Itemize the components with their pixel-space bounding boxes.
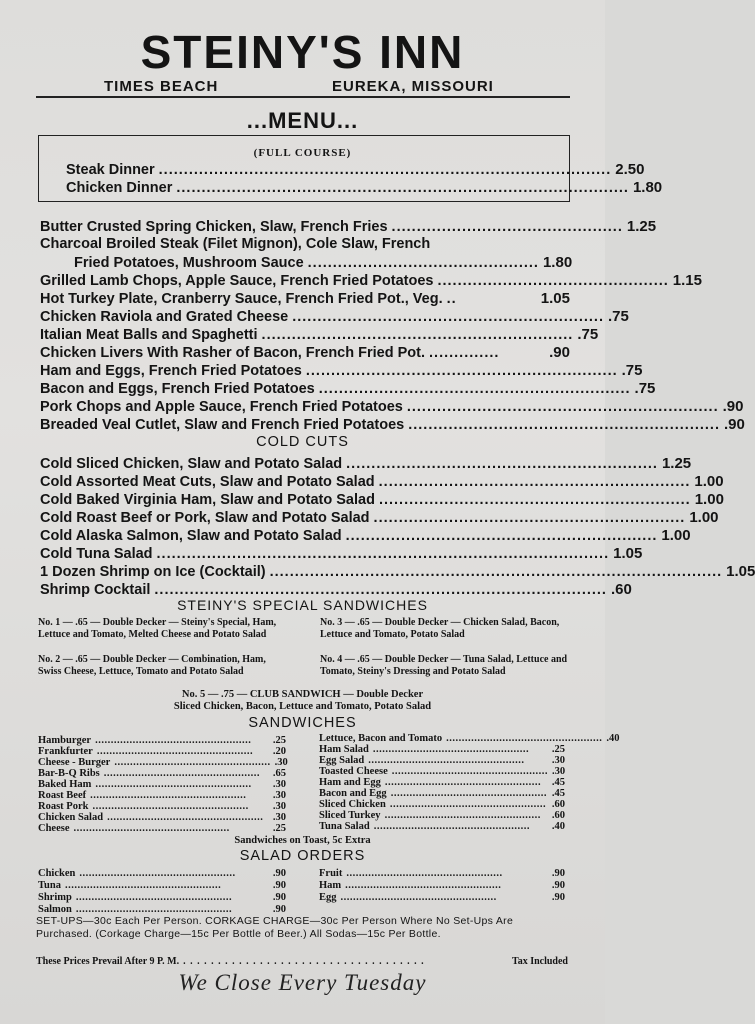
item-name: Italian Meat Balls and Spaghetti (40, 327, 258, 343)
leader-dots: .................................................. (64, 880, 222, 891)
leader-dots: .................................................. (346, 868, 503, 879)
item-name: Sliced Turkey (319, 810, 381, 821)
leader-dots: .............................................................. (406, 399, 719, 415)
special-sandwich-3: No. 3 — .65 — Double Decker — Chicken Salad, Bacon, Lettuce and Tomato, Potato Salad (320, 617, 560, 640)
item-price: .30 (552, 766, 566, 777)
item-name: Bar-B-Q Ribs (38, 768, 100, 779)
menu-item (40, 290, 570, 308)
club-line-2: Sliced Chicken, Bacon, Lettuce and Tomato, Potato Salad (173, 701, 432, 712)
leader-dots: .................................................. (95, 779, 252, 790)
item-name: Steak Dinner (66, 162, 155, 178)
item-name: Ham and Egg (319, 777, 381, 788)
item-price: .90 (551, 880, 565, 891)
menu-item (40, 344, 570, 362)
item-price: 1.25 (626, 218, 657, 235)
special-sandwich-1: No. 1 — .65 — Double Decker — Steiny's Special, Ham, Lettuce and Tomato, Melted Cheese and Potato Salad (38, 617, 277, 640)
salad-item (38, 892, 286, 904)
item-name: Chicken Raviola and Grated Cheese (40, 309, 289, 325)
item-name: Egg (319, 892, 337, 903)
item-price: .90 (549, 344, 570, 361)
leader-dots: .................................................. (384, 810, 541, 821)
menu-item (40, 473, 724, 491)
menu-item (40, 563, 755, 581)
club-sandwich (0, 689, 605, 713)
leader-dots: .......................................................................................... (269, 564, 723, 580)
item-price: .25 (272, 823, 286, 834)
salad-item (319, 868, 565, 880)
leader-dots: .................................................. (114, 757, 271, 768)
leader-dots: .......................................................................................... (158, 162, 612, 178)
menu-item (40, 416, 745, 434)
item-price: 1.15 (672, 272, 702, 289)
item-name: Shrimp (38, 892, 72, 903)
leader-dots: .................................................. (345, 880, 502, 891)
menu-item (40, 272, 702, 290)
item-name: Pork Chops and Apple Sauce, French Fried Potatoes (40, 399, 403, 415)
item-price: 1.00 (694, 473, 724, 490)
item-price: .75 (577, 326, 599, 343)
leader-dots: .................................................. (92, 801, 249, 812)
special-sandwich-4: No. 4 — .65 — Double Decker — Tuna Salad, Lettuce and Tomato, Steiny's Dressing and Potato Salad (320, 654, 568, 677)
item-name: Sliced Chicken (319, 799, 386, 810)
item-price: 2.50 (615, 161, 645, 178)
prices-note: These Prices Prevail After 9 P. M. (36, 956, 180, 967)
item-price: 1.05 (540, 290, 570, 307)
item-name: Charcoal Broiled Steak (Filet Mignon), Cole Slaw, French (40, 236, 431, 252)
leader-dots: .................................................. (384, 777, 542, 788)
sandwiches-heading: SANDWICHES (248, 715, 357, 731)
item-price: .60 (610, 581, 632, 598)
item-price: .25 (272, 735, 286, 746)
item-name: Cold Alaska Salmon, Slaw and Potato Salad (40, 528, 342, 544)
leader-dots: .................................................. (390, 788, 547, 799)
item-name: Cheese - Burger (38, 757, 111, 768)
leader-dots: .............. (429, 345, 500, 361)
item-price: .75 (621, 362, 643, 379)
item-name: Ham and Eggs, French Fried Potatoes (40, 363, 302, 379)
item-name: Roast Beef (38, 790, 87, 801)
item-name: Hamburger (38, 735, 92, 746)
menu-item (40, 545, 643, 563)
full-course-item (66, 161, 645, 179)
leader-dots: .............................................................. (318, 381, 631, 397)
item-name: Cold Tuna Salad (40, 546, 153, 562)
toast-note: Sandwiches on Toast, 5c Extra (234, 835, 371, 846)
item-name: Egg Salad (319, 755, 365, 766)
item-price: .60 (551, 810, 565, 821)
menu-item (40, 455, 692, 473)
item-price: .30 (272, 779, 286, 790)
menu-item (40, 362, 643, 380)
item-price: 1.05 (726, 563, 755, 580)
sandwich-item (38, 823, 286, 835)
item-price: .90 (724, 416, 745, 433)
club-line-1: No. 5 — .75 — CLUB SANDWICH — Double Decker (181, 689, 424, 700)
item-price: .30 (272, 801, 286, 812)
menu-item (40, 398, 744, 416)
item-price: .90 (722, 398, 744, 415)
item-price: 1.80 (632, 179, 663, 196)
leader-dots: .......................................................................................... (156, 546, 610, 562)
item-price: .30 (272, 790, 286, 801)
leader-dots: .................................................. (389, 799, 547, 810)
location-right: EUREKA, MISSOURI (332, 78, 494, 95)
item-price: .90 (272, 868, 286, 879)
leader-dots: .................................................. (75, 904, 233, 915)
leader-dots: .................................................. (391, 766, 548, 777)
full-course-label: (FULL COURSE) (253, 147, 352, 159)
leader-dots: .............................................................. (305, 363, 618, 379)
item-price: .90 (272, 904, 286, 915)
item-name: Grilled Lamb Chops, Apple Sauce, French Fried Potatoes (40, 273, 434, 289)
item-price: .45 (551, 777, 565, 788)
item-name: Cold Sliced Chicken, Slaw and Potato Salad (40, 456, 343, 472)
item-price: .90 (272, 880, 286, 891)
leader-dots: .................................................. (96, 746, 254, 757)
menu-item (40, 236, 570, 253)
leader-dots: .......................................................................................... (176, 180, 629, 196)
menu-heading: ...MENU... (246, 108, 359, 133)
leader-dots: .................................................. (75, 892, 233, 903)
leader-dots: .................................................. (373, 821, 530, 832)
menu-item (40, 509, 719, 527)
item-price: .30 (274, 757, 288, 768)
item-name: Salmon (38, 904, 72, 915)
prices-note-row (36, 956, 568, 967)
closing-tagline: We Close Every Tuesday (178, 970, 427, 995)
leader-dots: .............................................................. (292, 309, 604, 325)
item-price: .75 (607, 308, 629, 325)
salad-item (38, 880, 286, 892)
item-name: Tuna Salad (319, 821, 370, 832)
item-name: Frankfurter (38, 746, 93, 757)
item-price: .90 (551, 892, 565, 903)
item-name: Ham (319, 880, 342, 891)
item-price: .60 (551, 799, 565, 810)
leader-dots: .............................................. (391, 219, 623, 235)
special-sandwich-2: No. 2 — .65 — Double Decker — Combination, Ham, Swiss Cheese, Lettuce, Tomato and Potato Salad (38, 654, 266, 677)
item-name: Bacon and Egg (319, 788, 387, 799)
item-name: Bacon and Eggs, French Fried Potatoes (40, 381, 315, 397)
item-name: Toasted Cheese (319, 766, 388, 777)
specials-heading: STEINY'S SPECIAL SANDWICHES (177, 597, 428, 613)
leader-dots: .................................................. (95, 735, 252, 746)
menu-item (74, 254, 573, 272)
leader-dots: .............................................................. (346, 456, 658, 472)
leader-dots: .............................................................. (261, 327, 574, 343)
leader-dots: .................................................. (107, 812, 264, 823)
setups-note: SET-UPS—30c Each Per Person. CORKAGE CHARGE—30c Per Person Where No Set-Ups Are Purchased. (Corkage Charge—15c Per Bottle of Beer.) All Sodas—15c Per Bottle. (36, 915, 514, 940)
leader-dots: .................................................. (103, 768, 260, 779)
item-price: .20 (272, 746, 286, 757)
menu-item (40, 527, 691, 545)
item-name: 1 Dozen Shrimp on Ice (Cocktail) (40, 564, 266, 580)
leader-dots: .......................................................................................... (154, 582, 607, 598)
menu-item (40, 218, 657, 236)
header-rule (36, 96, 570, 98)
item-name: Ham Salad (319, 744, 369, 755)
item-name: Cold Assorted Meat Cuts, Slaw and Potato Salad (40, 474, 375, 490)
leader-dots: .. (446, 291, 457, 307)
full-course-item (66, 179, 663, 197)
item-name: Roast Pork (38, 801, 89, 812)
item-name: Breaded Veal Cutlet, Slaw and French Fried Potatoes (40, 417, 405, 433)
item-name: Lettuce, Bacon and Tomato (319, 733, 443, 744)
item-name: Fried Potatoes, Mushroom Sauce (74, 255, 304, 271)
item-name: Baked Ham (38, 779, 92, 790)
item-price: .40 (606, 733, 620, 744)
salad-item (319, 892, 565, 904)
item-name: Cheese (38, 823, 70, 834)
leader-dots: .............................................................. (408, 417, 720, 433)
item-price: 1.05 (613, 545, 643, 562)
item-name: Chicken Livers With Rasher of Bacon, French Fried Pot. (40, 345, 426, 361)
item-price: .40 (551, 821, 565, 832)
menu-item (40, 380, 656, 398)
leader-dots: . . . . . . . . . . . . . . . . . . . . . . . . . . . . . . . . . . . (183, 956, 425, 967)
item-name: Chicken (38, 868, 76, 879)
location-left: TIMES BEACH (104, 78, 219, 95)
item-price: .45 (551, 788, 565, 799)
item-name: Shrimp Cocktail (40, 582, 151, 598)
item-price: .90 (551, 868, 565, 879)
leader-dots: .............................................. (307, 255, 539, 271)
menu-item (40, 326, 599, 344)
item-price: 1.00 (661, 527, 691, 544)
item-price: .30 (272, 812, 286, 823)
sandwich-item (319, 821, 565, 833)
item-price: 1.25 (661, 455, 692, 472)
tax-note: Tax Included (511, 956, 568, 967)
item-name: Butter Crusted Spring Chicken, Slaw, French Fries (40, 219, 388, 235)
item-name: Cold Baked Virginia Ham, Slaw and Potato Salad (40, 492, 375, 508)
item-name: Hot Turkey Plate, Cranberry Sauce, French Fried Pot., Veg. (40, 291, 443, 307)
leader-dots: .................................................. (79, 868, 236, 879)
leader-dots: .............................................................. (378, 474, 691, 490)
item-price: .25 (551, 744, 565, 755)
item-price: 1.00 (689, 509, 719, 526)
leader-dots: .............................................. (437, 273, 669, 289)
salad-orders-heading: SALAD ORDERS (239, 848, 366, 864)
item-name: Tuna (38, 880, 61, 891)
item-name: Chicken Salad (38, 812, 104, 823)
item-price: .90 (272, 892, 286, 903)
leader-dots: .............................................................. (378, 492, 691, 508)
leader-dots: .................................................. (372, 744, 530, 755)
item-name: Chicken Dinner (66, 180, 173, 196)
menu-item (40, 308, 629, 326)
cold-cuts-heading: COLD CUTS (256, 434, 349, 450)
leader-dots: .................................................. (90, 790, 247, 801)
item-price: .75 (634, 380, 656, 397)
leader-dots: .................................................. (340, 892, 497, 903)
leader-dots: .................................................. (446, 733, 603, 744)
item-price: 1.00 (694, 491, 724, 508)
item-price: .30 (551, 755, 565, 766)
leader-dots: .............................................................. (345, 528, 658, 544)
item-name: Fruit (319, 868, 343, 879)
leader-dots: .............................................................. (373, 510, 686, 526)
restaurant-title: STEINY'S INN (140, 26, 465, 78)
item-price: .65 (272, 768, 286, 779)
item-price: 1.80 (542, 254, 573, 271)
salad-item (38, 868, 286, 880)
leader-dots: .................................................. (73, 823, 230, 834)
menu-item (40, 491, 724, 509)
salad-item (319, 880, 565, 892)
leader-dots: .................................................. (368, 755, 525, 766)
item-name: Cold Roast Beef or Pork, Slaw and Potato Salad (40, 510, 370, 526)
